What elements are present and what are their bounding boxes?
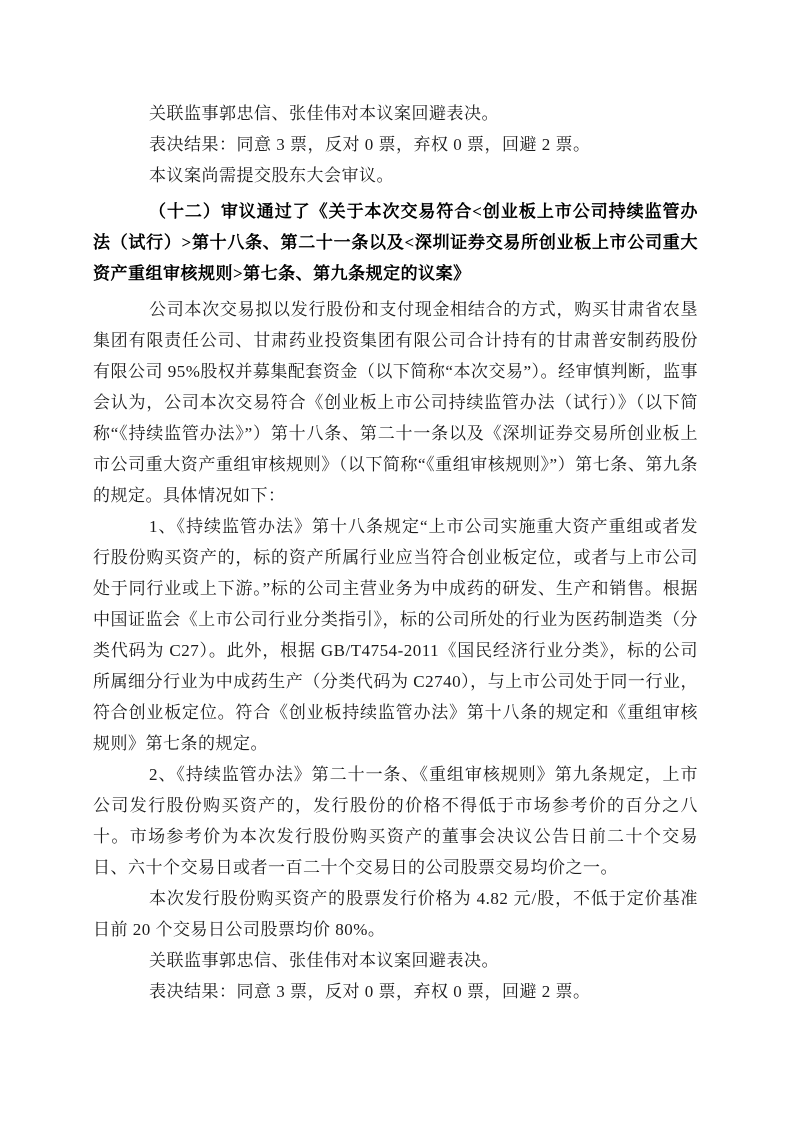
para-transaction-overview: 公司本次交易拟以发行股份和支付现金相结合的方式，购买甘肃省农垦集团有限责任公司、甘肃药业投资集团有限公司合计持有的甘肃普安制药股份有限公司 95%股权并募集配套资金（以下简称“本次交易”）。经审慎判断，监事会认为，公司本次交易符合《创业板上市公司持续监管办法（试行）》（以下简称“《持续监管办法》”）第十八条、第二十一条以及《深圳证券交易所创业板上市公司重大资产重组审核规则》（以下简称“《重组审核规则》”）第七条、第九条的规定。具体情况如下： [93, 300, 699, 505]
line-recusal-statement-2: 关联监事郭忠信、张佳伟对本议案回避表决。 [149, 951, 499, 970]
resolution-12-heading: （十二）审议通过了《关于本次交易符合<创业板上市公司持续监管办法（试行）>第十八条、第二十一条以及<深圳证券交易所创业板上市公司重大资产重组审核规则>第七条、第九条规定的议案》 [93, 202, 698, 283]
para-rule18-compliance: 1、《持续监管办法》第十八条规定“上市公司实施重大资产重组或者发行股份购买资产的，标的资产所属行业应当符合创业板定位，或者与上市公司处于同行业或上下游。”标的公司主营业务为中成药的研发、生产和销售。根据中国证监会《上市公司行业分类指引》，标的公司所处的行业为医药制造类（分类代码为 C27）。此外，根据 GB/T4754-2011《国民经济行业分类》，标的公司所属细分行业为中成药生产（分类代码为 C2740），与上市公司处于同一行业，符合创业板定位。符合《创业板持续监管办法》第十八条的规定和《重组审核规则》第七条的规定。 [93, 517, 698, 753]
para-rule21-compliance: 2、《持续监管办法》第二十一条、《重组审核规则》第九条规定，上市公司发行股份购买资产的，发行股份的价格不得低于市场参考价的百分之八十。市场参考价为本次发行股份购买资产的董事会决议公告日前二十个交易日、六十个交易日或者一百二十个交易日的公司股票交易均价之一。 [93, 765, 698, 877]
document-body [93, 98, 698, 1007]
line-vote-result-2: 表决结果：同意 3 票，反对 0 票，弃权 0 票，回避 2 票。 [149, 982, 591, 1001]
line-vote-result: 表决结果：同意 3 票，反对 0 票，弃权 0 票，回避 2 票。 [149, 135, 591, 154]
para-issue-price: 本次发行股份购买资产的股票发行价格为 4.82 元/股，不低于定价基准日前 20 个交易日公司股票均价 80%。 [93, 889, 698, 939]
line-shareholder-meeting-note: 本议案尚需提交股东大会审议。 [149, 166, 394, 185]
line-recusal-statement: 关联监事郭忠信、张佳伟对本议案回避表决。 [149, 104, 499, 123]
